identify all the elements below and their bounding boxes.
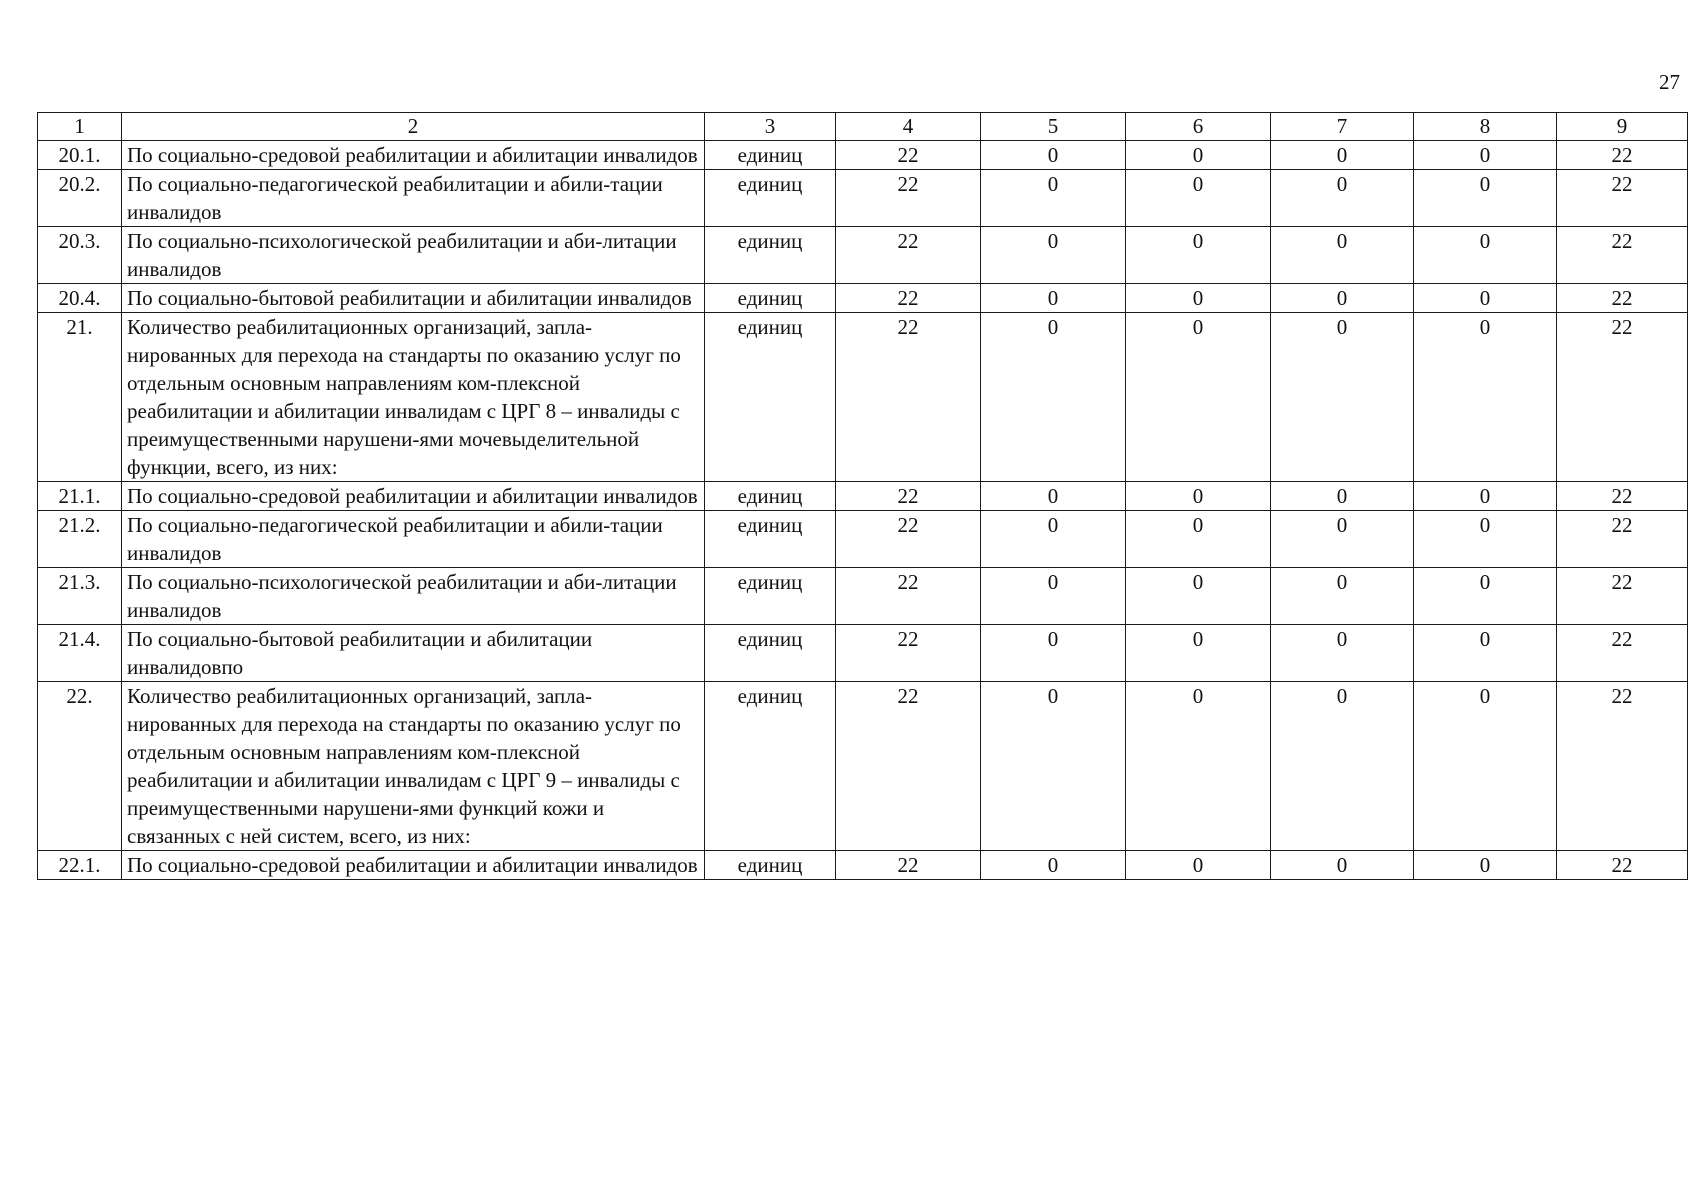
unit-cell: единиц [705, 313, 836, 482]
value-cell: 0 [981, 227, 1126, 284]
table-row [38, 851, 1688, 880]
row-number: 20.1. [38, 141, 122, 170]
value-cell: 22 [836, 568, 981, 625]
value-cell: 0 [1271, 625, 1414, 682]
indicator-name: По социально-средовой реабилитации и абилитации инвалидов [122, 141, 705, 170]
value-cell: 0 [1271, 284, 1414, 313]
value-cell: 0 [1414, 568, 1557, 625]
value-cell: 0 [1271, 170, 1414, 227]
table-row [38, 141, 1688, 170]
value-cell: 22 [1557, 170, 1688, 227]
table-row [38, 682, 1688, 851]
row-number: 21.3. [38, 568, 122, 625]
value-cell: 22 [836, 511, 981, 568]
value-cell: 0 [1414, 170, 1557, 227]
value-cell: 22 [1557, 482, 1688, 511]
value-cell: 22 [1557, 227, 1688, 284]
value-cell: 0 [1126, 511, 1271, 568]
value-cell: 0 [1414, 511, 1557, 568]
value-cell: 0 [981, 313, 1126, 482]
value-cell: 22 [1557, 284, 1688, 313]
value-cell: 0 [1126, 227, 1271, 284]
value-cell: 0 [1126, 313, 1271, 482]
value-cell: 0 [1126, 141, 1271, 170]
unit-cell: единиц [705, 284, 836, 313]
value-cell: 0 [1271, 482, 1414, 511]
row-number: 21.1. [38, 482, 122, 511]
header-cell: 5 [981, 113, 1126, 141]
unit-cell: единиц [705, 625, 836, 682]
value-cell: 0 [1271, 568, 1414, 625]
value-cell: 22 [836, 227, 981, 284]
indicator-name: По социально-средовой реабилитации и абилитации инвалидов [122, 482, 705, 511]
value-cell: 0 [1271, 227, 1414, 284]
value-cell: 0 [1126, 170, 1271, 227]
page-number: 27 [1659, 70, 1680, 94]
table-row [38, 284, 1688, 313]
header-cell: 6 [1126, 113, 1271, 141]
unit-cell: единиц [705, 682, 836, 851]
value-cell: 0 [1126, 625, 1271, 682]
value-cell: 22 [1557, 313, 1688, 482]
value-cell: 0 [981, 625, 1126, 682]
header-cell: 7 [1271, 113, 1414, 141]
unit-cell: единиц [705, 227, 836, 284]
table-row [38, 625, 1688, 682]
indicator-name: По социально-психологической реабилитации и аби-литации инвалидов [122, 227, 705, 284]
value-cell: 0 [1414, 284, 1557, 313]
indicator-name: По социально-средовой реабилитации и абилитации инвалидов [122, 851, 705, 880]
table-row [38, 482, 1688, 511]
header-cell: 8 [1414, 113, 1557, 141]
value-cell: 0 [981, 568, 1126, 625]
value-cell: 0 [1126, 284, 1271, 313]
value-cell: 22 [836, 170, 981, 227]
unit-cell: единиц [705, 141, 836, 170]
value-cell: 0 [1126, 568, 1271, 625]
value-cell: 22 [1557, 851, 1688, 880]
value-cell: 22 [836, 625, 981, 682]
value-cell: 0 [1126, 682, 1271, 851]
row-number: 20.4. [38, 284, 122, 313]
value-cell: 0 [1414, 227, 1557, 284]
value-cell: 0 [981, 682, 1126, 851]
indicator-name: По социально-педагогической реабилитации и абили-тации инвалидов [122, 511, 705, 568]
value-cell: 0 [981, 170, 1126, 227]
value-cell: 22 [1557, 568, 1688, 625]
unit-cell: единиц [705, 170, 836, 227]
value-cell: 0 [1271, 682, 1414, 851]
table-row [38, 511, 1688, 568]
value-cell: 0 [981, 141, 1126, 170]
indicator-table [37, 112, 1688, 880]
value-cell: 22 [836, 482, 981, 511]
value-cell: 0 [981, 851, 1126, 880]
value-cell: 22 [836, 851, 981, 880]
value-cell: 0 [1271, 511, 1414, 568]
indicator-name: По социально-психологической реабилитации и аби-литации инвалидов [122, 568, 705, 625]
value-cell: 0 [1271, 141, 1414, 170]
value-cell: 0 [1414, 313, 1557, 482]
unit-cell: единиц [705, 851, 836, 880]
indicator-name: Количество реабилитационных организаций, запла-нированных для перехода на стандарты по оказанию услуг по отдельным основным направлениям ком-плексной реабилитации и абилитации инвалидам с ЦРГ 8 – инвалиды с преимущественными нарушени-ями мочевыделительной функции, всего, из них: [122, 313, 705, 482]
header-cell: 2 [122, 113, 705, 141]
header-cell: 1 [38, 113, 122, 141]
unit-cell: единиц [705, 511, 836, 568]
indicator-name: По социально-бытовой реабилитации и абилитации инвалидовпо [122, 625, 705, 682]
row-number: 21.2. [38, 511, 122, 568]
row-number: 20.2. [38, 170, 122, 227]
indicator-name: Количество реабилитационных организаций, запла-нированных для перехода на стандарты по оказанию услуг по отдельным основным направлениям ком-плексной реабилитации и абилитации инвалидам с ЦРГ 9 – инвалиды с преимущественными нарушени-ями функций кожи и связанных с ней систем, всего, из них: [122, 682, 705, 851]
unit-cell: единиц [705, 568, 836, 625]
value-cell: 0 [1414, 141, 1557, 170]
value-cell: 22 [1557, 682, 1688, 851]
value-cell: 22 [836, 313, 981, 482]
value-cell: 0 [981, 511, 1126, 568]
table-row [38, 227, 1688, 284]
value-cell: 0 [1414, 851, 1557, 880]
value-cell: 0 [1414, 682, 1557, 851]
row-number: 22.1. [38, 851, 122, 880]
value-cell: 22 [836, 284, 981, 313]
header-cell: 4 [836, 113, 981, 141]
row-number: 21. [38, 313, 122, 482]
table-row [38, 313, 1688, 482]
value-cell: 0 [981, 482, 1126, 511]
table-row [38, 568, 1688, 625]
value-cell: 0 [981, 284, 1126, 313]
row-number: 22. [38, 682, 122, 851]
value-cell: 22 [1557, 625, 1688, 682]
value-cell: 0 [1414, 625, 1557, 682]
value-cell: 0 [1414, 482, 1557, 511]
header-cell: 9 [1557, 113, 1688, 141]
header-row [38, 113, 1688, 141]
value-cell: 0 [1126, 482, 1271, 511]
header-cell: 3 [705, 113, 836, 141]
row-number: 20.3. [38, 227, 122, 284]
value-cell: 22 [836, 682, 981, 851]
indicator-name: По социально-бытовой реабилитации и абилитации инвалидов [122, 284, 705, 313]
value-cell: 0 [1126, 851, 1271, 880]
table-row [38, 170, 1688, 227]
value-cell: 22 [836, 141, 981, 170]
value-cell: 22 [1557, 511, 1688, 568]
value-cell: 0 [1271, 313, 1414, 482]
row-number: 21.4. [38, 625, 122, 682]
indicator-name: По социально-педагогической реабилитации и абили-тации инвалидов [122, 170, 705, 227]
value-cell: 22 [1557, 141, 1688, 170]
unit-cell: единиц [705, 482, 836, 511]
value-cell: 0 [1271, 851, 1414, 880]
